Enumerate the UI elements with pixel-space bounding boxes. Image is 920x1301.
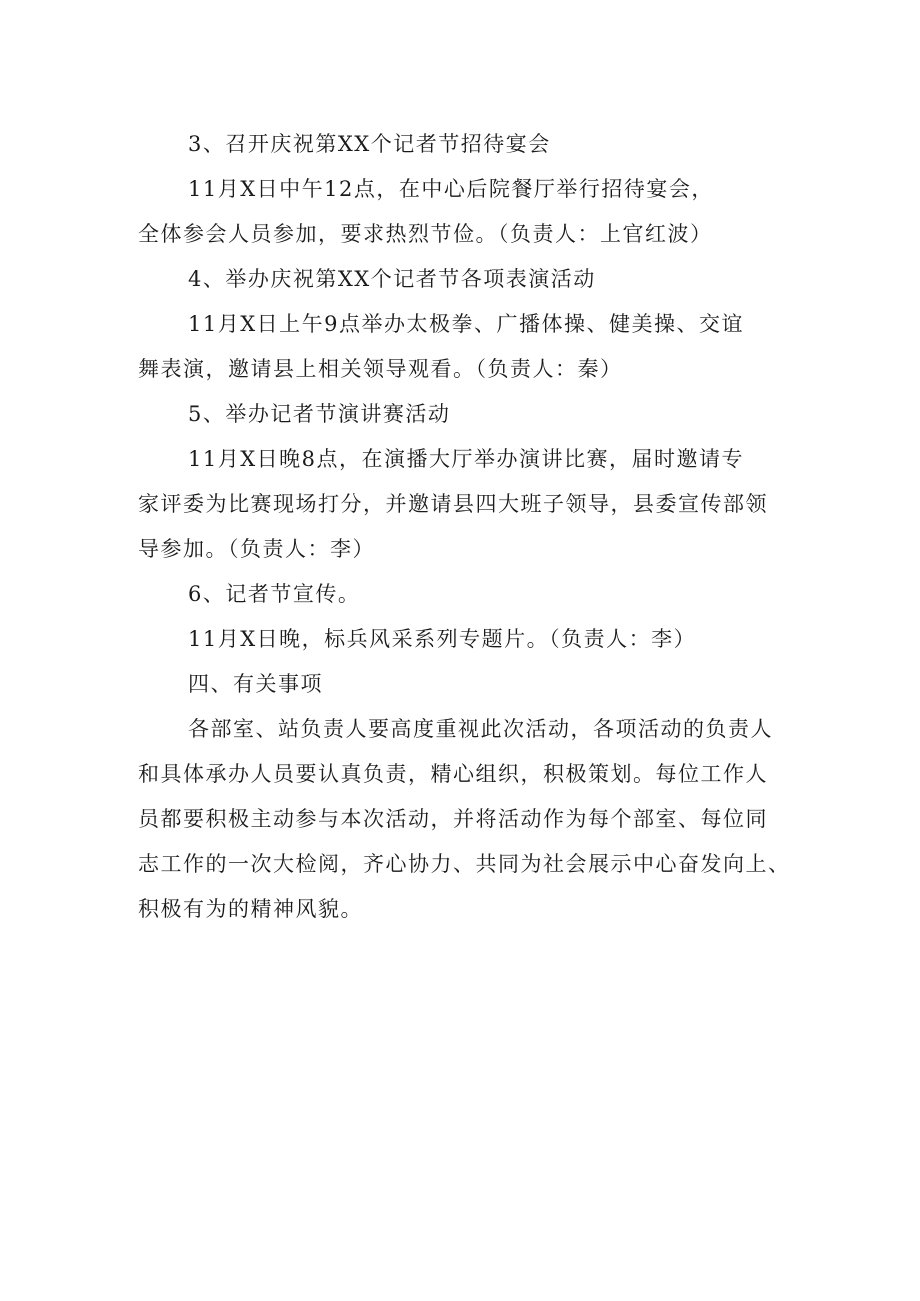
text-line: 全体参会人员参加，要求热烈节俭。（负责人：上官红波） xyxy=(138,222,713,246)
text-line: 各部室、站负责人要高度重视此次活动，各项活动的负责人 xyxy=(188,717,773,741)
text-line: 积极有为的精神风貌。 xyxy=(138,897,363,921)
section4-heading xyxy=(138,662,788,707)
item6-heading xyxy=(138,572,788,617)
text-line: 11月X日中午12点，在中心后院餐厅举行招待宴会， xyxy=(188,177,714,201)
item4-heading xyxy=(138,257,788,302)
item3-body xyxy=(138,167,788,257)
text-line: 导参加。（负责人：李） xyxy=(138,537,375,561)
text-line: 和具体承办人员要认真负责，精心组织，积极策划。每位工作人 xyxy=(138,762,768,786)
text-line: 家评委为比赛现场打分，并邀请县四大班子领导，县委宣传部领 xyxy=(138,492,768,516)
item5-body xyxy=(138,437,788,572)
text-line: 11月X日晚，标兵风采系列专题片。（负责人：李） xyxy=(188,627,697,651)
text-line: 员都要积极主动参与本次活动，并将活动作为每个部室、每位同 xyxy=(138,807,768,831)
item3-heading xyxy=(138,122,788,167)
text-line: 11月X日晚8点，在演播大厅举办演讲比赛，届时邀请专 xyxy=(188,447,745,471)
text-line: 志工作的一次大检阅，齐心协力、共同为社会展示中心奋发向上、 xyxy=(138,852,791,876)
text-line: 11月X日上午9点举办太极拳、广播体操、健美操、交谊 xyxy=(188,312,745,336)
item5-heading xyxy=(138,392,788,437)
text-line: 4、举办庆祝第XX个记者节各项表演活动 xyxy=(188,267,596,291)
text-line: 5、举办记者节演讲赛活动 xyxy=(188,402,451,426)
text-line: 6、记者节宣传。 xyxy=(188,582,361,606)
text-line: 四、有关事项 xyxy=(188,672,323,696)
section4-body xyxy=(138,707,791,932)
text-line: 3、召开庆祝第XX个记者节招待宴会 xyxy=(188,132,551,156)
document-body xyxy=(138,122,791,932)
text-line: 舞表演，邀请县上相关领导观看。（负责人：秦） xyxy=(138,357,623,381)
item6-body xyxy=(138,617,788,662)
item4-body xyxy=(138,302,788,392)
